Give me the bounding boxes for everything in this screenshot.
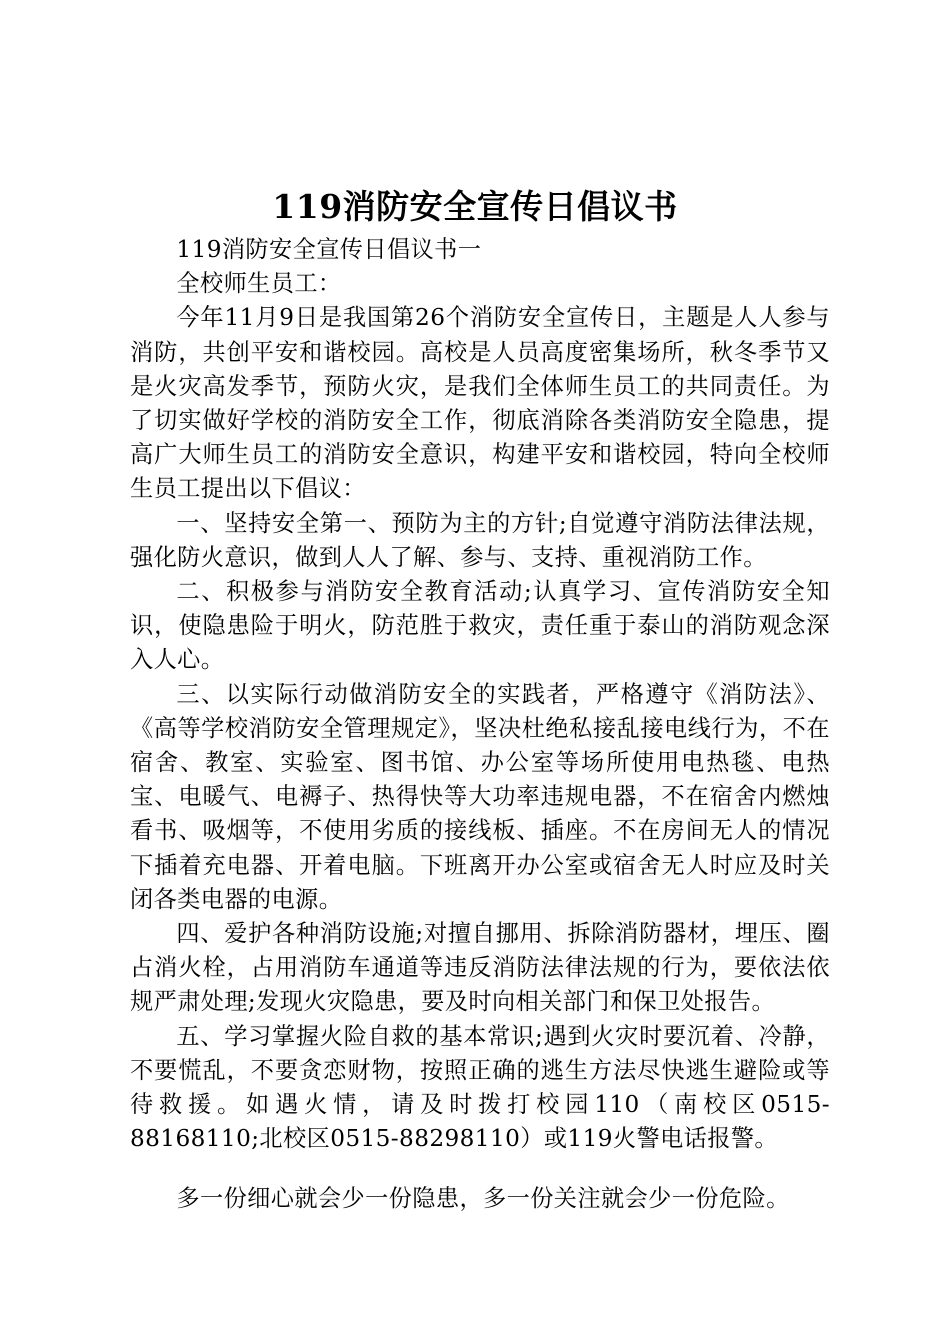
document-subtitle: 119消防安全宣传日倡议书一 — [176, 236, 482, 263]
paragraph-item-3: 三、以实际行动做消防安全的实践者，严格遵守《消防法》、《高等学校消防安全管理规定》，坚决杜绝私接乱接电线行为，不在宿舍、教室、实验室、图书馆、办公室等场所使用电热毯、电热宝、电暖气、电褥子、热得快等大功率违规电器，不在宿舍内燃烛看书、吸烟等，不使用劣质的接线板、插座。不在房间无人的情况下插着充电器、开着电脑。下班离开办公室或宿舍无人时应及时关闭各类电器的电源。 — [130, 680, 830, 913]
salutation: 全校师生员工： — [176, 270, 342, 298]
paragraph-item-4: 四、爱护各种消防设施;对擅自挪用、拆除消防器材，埋压、圈占消火栓，占用消防车通道等违反消防法律法规的行为，要依法依规严肃处理;发现火灾隐患，要及时向相关部门和保卫处报告。 — [130, 920, 830, 1016]
paragraph-gap — [130, 1156, 830, 1182]
paragraph-item-5: 五、学习掌握火险自救的基本常识;遇到火灾时要沉着、冷静，不要慌乱，不要贪恋财物，按照正确的逃生方法尽快逃生避险或等待救援。如遇火情，请及时拨打校园110（南校区0515-88168110;北校区0515-88298110）或119火警电话报警。 — [130, 1022, 830, 1153]
closing-line: 多一份细心就会少一份隐患，多一份关注就会少一份危险。 — [176, 1185, 790, 1213]
document-body — [130, 233, 830, 1217]
document-title: 119消防安全宣传日倡议书 — [272, 187, 678, 226]
paragraph-item-1: 一、坚持安全第一、预防为主的方针;自觉遵守消防法律法规，强化防火意识，做到人人了解、参与、支持、重视消防工作。 — [130, 509, 830, 571]
paragraph-intro: 今年11月9日是我国第26个消防安全宣传日，主题是人人参与消防，共创平安和谐校园。高校是人员高度密集场所，秋冬季节又是火灾高发季节，预防火灾，是我们全体师生员工的共同责任。为了切实做好学校的消防安全工作，彻底消除各类消防安全隐患，提高广大师生员工的消防安全意识，构建平安和谐校园，特向全校师生员工提出以下倡议： — [130, 304, 830, 503]
paragraph-item-2: 二、积极参与消防安全教育活动;认真学习、宣传消防安全知识，使隐患险于明火，防范胜于救灾，责任重于泰山的消防观念深入人心。 — [130, 578, 830, 674]
